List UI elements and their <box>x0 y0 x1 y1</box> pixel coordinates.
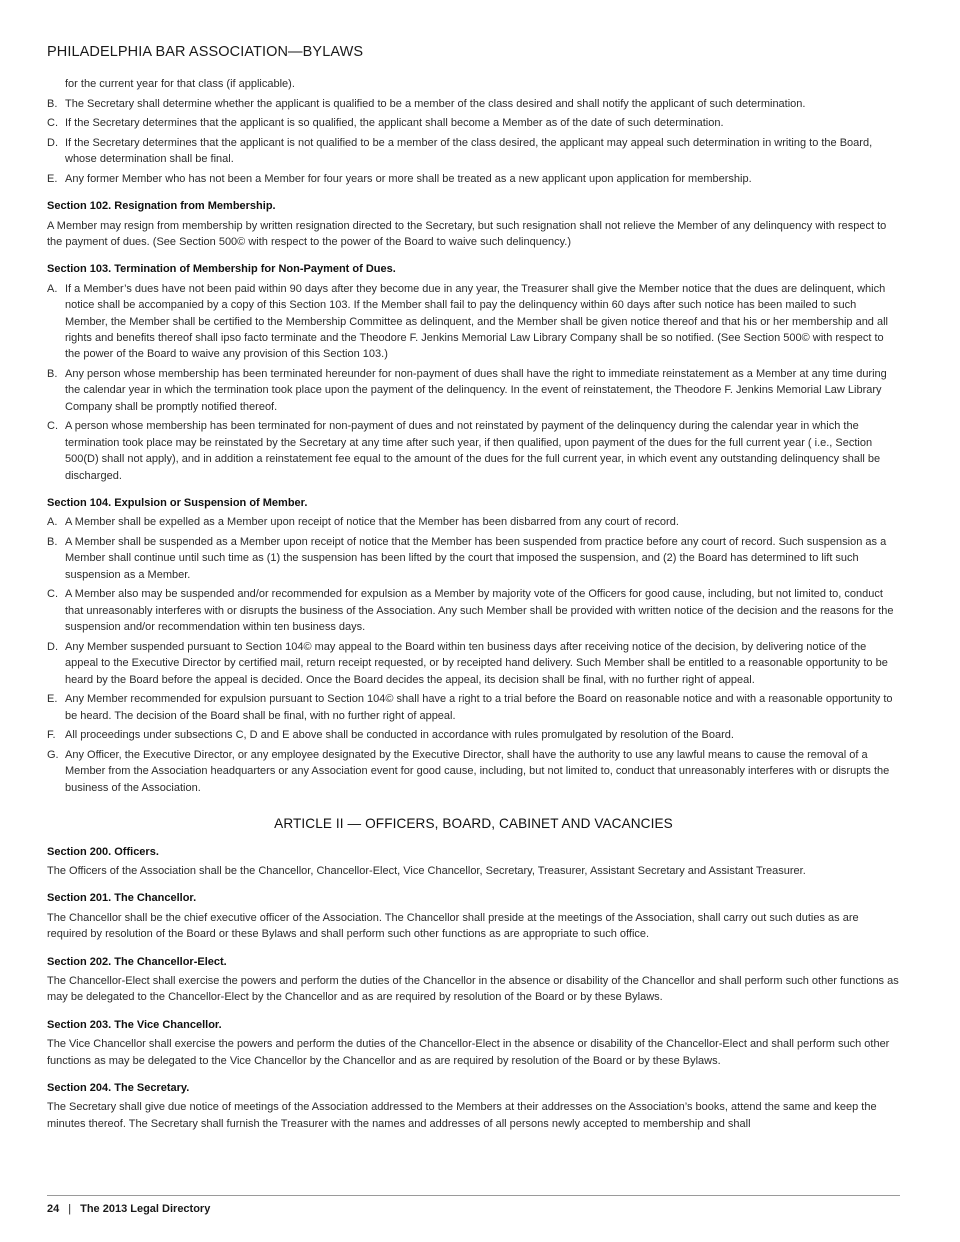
list-item <box>47 171 900 187</box>
page-footer <box>47 1203 210 1215</box>
list-item <box>47 135 900 168</box>
list-item <box>47 727 900 743</box>
item-letter: E. <box>47 693 58 706</box>
publication-name: The 2013 Legal Directory <box>80 1203 211 1215</box>
list-item <box>47 747 900 796</box>
section-200-text: The Officers of the Association shall be the Chancellor, Chancellor-Elect, Vice Chancellor, Secretary, Treasurer, Assistant Secretary and Assistant Treasurer. <box>47 864 806 877</box>
item-letter: G. <box>47 748 59 761</box>
running-header: PHILADELPHIA BAR ASSOCIATION—BYLAWS <box>47 44 364 60</box>
item-text: If the Secretary determines that the applicant is so qualified, the applicant shall become a Member as of the date of such determination. <box>65 117 724 130</box>
item-text: Any person whose membership has been terminated hereunder for non-payment of dues shall have the right to immediate reinstatement as a Member at any time during the calendar year in which the termination took place upon the payment of the delinquency. In the event of reinstatement, the Theodore F. Jenkins Memorial Law Library Company shall be promptly notified thereof. <box>65 368 887 413</box>
item-text: The Secretary shall determine whether the applicant is qualified to be a member of the class desired and shall notify the applicant of such determination. <box>65 97 806 110</box>
item-text: If a Member’s dues have not been paid within 90 days after they become due in any year, the Treasurer shall give the Member notice that the dues are delinquent, which notice shall be accompanied by a copy of this Section 103. If the Member shall fail to pay the delinquency within 60 days after such notice has been mailed to such Member, the Member shall be certified to the Membership Committee as delinquent, and the Member shall be given notice thereof and that his or her membership and all rights and benefits thereof shall ipso facto terminate and the Theodore F. Jenkins Memorial Law Library Company shall be so notified. (See Section 500© with respect to the power of the Board to waive any provision of this Section 103.) <box>65 282 888 361</box>
section-204-heading: Section 204. The Secretary. <box>47 1081 190 1094</box>
item-letter: A. <box>47 516 58 529</box>
section-103-list <box>47 281 900 484</box>
list-item <box>47 586 900 635</box>
section-102-text: A Member may resign from membership by written resignation directed to the Secretary, but such resignation shall not relieve the Member of any delinquency with respect to the payment of dues. (See Section 500© with respect to the power of the Board to waive such delinquency.) <box>47 219 887 248</box>
item-text: A person whose membership has been terminated for non-payment of dues and not reinstated by payment of the delinquency during the calendar year in which the termination took place may be reinstated by the Secretary at any time after such year, if then qualified, upon payment of the dues for the full current year ( i.e., Section 500(D) shall not apply), and in addition a reinstatement fee equal to the amount of the dues for the full current year, in which event any outstanding delinquency shall be discharged. <box>65 420 881 482</box>
list-item <box>47 96 900 112</box>
item-letter: B. <box>47 536 58 549</box>
item-letter: D. <box>47 136 58 149</box>
section-102-heading: Section 102. Resignation from Membership. <box>47 200 276 213</box>
item-letter: E. <box>47 172 58 185</box>
item-letter: C. <box>47 117 58 130</box>
section-203-text: The Vice Chancellor shall exercise the powers and perform the duties of the Chancellor-Elect in the absence or disability of the Chancellor-Elect and shall perform such other functions as may be delegated to the Vice Chancellor by the Chancellor and as are required by resolution of the Board or by these Bylaws. <box>47 1038 890 1067</box>
item-letter: D. <box>47 640 58 653</box>
item-text: Any Member suspended pursuant to Section 104© may appeal to the Board within ten business days after receiving notice of the decision, by delivering notice of the appeal to the Executive Director by certified mail, return receipt requested, or by receipted hand delivery. Such Member shall be entitled to a reasonable opportunity to be heard by the Board before the appeal is decided. Once the Board decides the appeal, its decision shall be final, with no further right of appeal. <box>65 640 888 686</box>
item-letter: C. <box>47 420 58 433</box>
section-101-list <box>47 96 900 188</box>
section-202-text: The Chancellor-Elect shall exercise the powers and perform the duties of the Chancellor in the absence or disability of the Chancellor and shall perform such other functions as may be delegated to the Chancellor-Elect by the Chancellor and as are required by resolution of the Board or by these Bylaws. <box>47 974 899 1004</box>
list-item <box>47 639 900 688</box>
list-item <box>47 281 900 363</box>
item-letter: A. <box>47 282 58 295</box>
item-letter: F. <box>47 729 56 742</box>
list-item <box>47 691 900 724</box>
section-103-heading: Section 103. Termination of Membership for Non-Payment of Dues. <box>47 263 396 276</box>
item-text: If the Secretary determines that the applicant is not qualified to be a member of the class desired, the applicant may appeal such determination in writing to the Board, whose determination shall be final. <box>65 136 873 166</box>
section-200-heading: Section 200. Officers. <box>47 845 159 858</box>
item-text: Any Member recommended for expulsion pursuant to Section 104© shall have a right to a trial before the Board on reasonable notice and with a reasonable opportunity to be heard. The decision of the Board shall be final, with no further right of appeal. <box>65 693 893 722</box>
item-text: A Member shall be suspended as a Member upon receipt of notice that the Member has been suspended from practice before any court of record. Such suspension as a Member shall continue until such time as (1) the suspension has been lifted by the court that imposed the suspension, and (2) the Board has determined to lift such suspension as a Member. <box>65 536 887 581</box>
section-104-list <box>47 514 900 796</box>
list-item <box>47 514 900 530</box>
item-text: Any Officer, the Executive Director, or any employee designated by the Executive Director, shall have the authority to use any lawful means to cause the removal of a Member from the Association headquarters or any Association event for good cause, including, but not limited to, conduct that unreasonably interferes with or disrupts the business of the Association. <box>65 748 890 794</box>
section-201-text: The Chancellor shall be the chief executive officer of the Association. The Chancellor shall preside at the meetings of the Association, shall carry out such duties as are required by resolution of the Board or these Bylaws and shall perform such other functions as are appropriate to such office. <box>47 911 859 941</box>
item-letter: C. <box>47 588 58 601</box>
footer-separator: | <box>68 1203 72 1215</box>
page-content <box>47 76 900 1134</box>
item-letter: B. <box>47 368 58 381</box>
footer-divider <box>47 1195 900 1196</box>
item-text: A Member shall be expelled as a Member upon receipt of notice that the Member has been disbarred from any court of record. <box>65 516 679 529</box>
section-104-heading: Section 104. Expulsion or Suspension of Member. <box>47 497 308 510</box>
section-204-text: The Secretary shall give due notice of meetings of the Association addressed to the Members at their addresses on the Association’s books, attend the same and keep the minutes thereof. The Secretary shall furnish the Treasurer with the names and addresses of all persons newly accepted to membership and shall <box>47 1101 877 1130</box>
list-item <box>47 366 900 415</box>
continuation-text: for the current year for that class (if applicable). <box>65 78 295 90</box>
item-text: All proceedings under subsections C, D and E above shall be conducted in accordance with rules promulgated by resolution of the Board. <box>65 729 734 742</box>
section-203-heading: Section 203. The Vice Chancellor. <box>47 1018 222 1031</box>
section-202-heading: Section 202. The Chancellor-Elect. <box>47 955 227 968</box>
section-201-heading: Section 201. The Chancellor. <box>47 892 197 905</box>
item-letter: B. <box>47 97 58 110</box>
article-ii-title: ARTICLE II — OFFICERS, BOARD, CABINET AND VACANCIES <box>274 816 673 832</box>
list-item <box>47 534 900 583</box>
list-item <box>47 115 900 131</box>
item-text: Any former Member who has not been a Member for four years or more shall be treated as a new applicant upon application for membership. <box>65 172 752 185</box>
item-text: A Member also may be suspended and/or recommended for expulsion as a Member by majority vote of the Officers for good cause, including, but not limited to, conduct that unreasonably interferes with or disrupts the business of the Association. Any such Member shall be provided with written notice of the decision and the reasons for the suspension and/or recommendation within ten business days. <box>65 588 894 634</box>
page-number: 24 <box>47 1203 60 1215</box>
list-item <box>47 418 900 484</box>
